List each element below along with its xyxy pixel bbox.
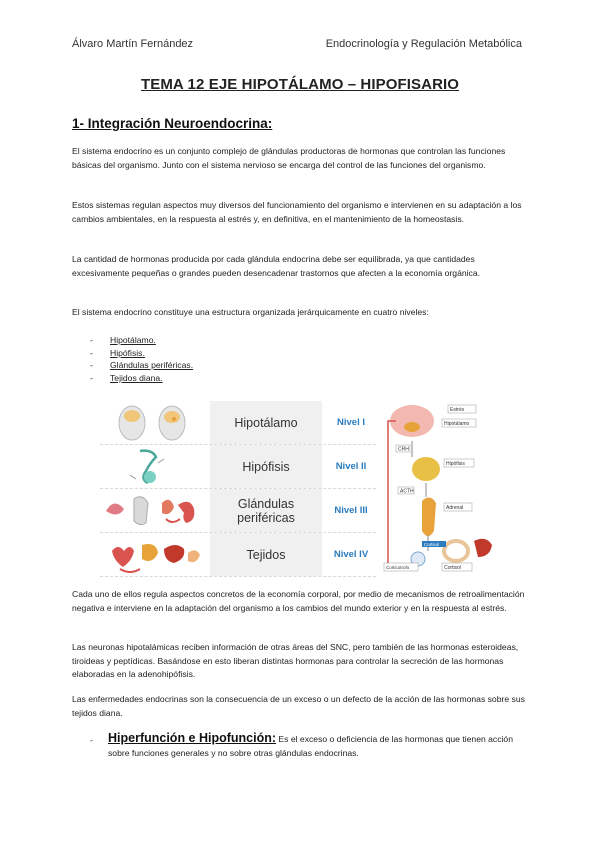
hyperfunction-text: Es el exceso o deficiencia de las hormonas que tienen acción sobre funciones generales y no sobre otras glándulas endocrinas.	[108, 734, 513, 758]
paragraph-6: Las neuronas hipotalámicas reciben información de otras áreas del SNC, pero también de las hormonas esteroideas, tiroideas y peptídicas. Basándose en esto liberan distintas hormonas para controlar la secreción de las hormonas elaboradas en la adenohipófisis.	[72, 642, 519, 680]
diagram-label: Hipotálamo	[444, 421, 470, 427]
glands-illustration	[100, 489, 204, 532]
level-row-hipofisis	[100, 445, 376, 489]
list-dash: -	[90, 735, 93, 745]
diagram-label: CRH	[398, 446, 409, 453]
level-row-tejidos	[100, 533, 376, 577]
list-item: - Tejidos diana.	[90, 372, 163, 383]
hpa-axis-diagram	[382, 401, 498, 577]
diagram-label: ACTH	[400, 488, 414, 495]
diagram-label: Cortisol	[424, 542, 440, 547]
endocrine-levels-figure	[100, 401, 498, 577]
levels-table	[100, 401, 376, 577]
level-row-hipotalamo	[100, 401, 376, 445]
diagram-label: Cortisol	[444, 565, 461, 571]
level-label: Hipófisis	[210, 445, 322, 488]
level-number: Nivel II	[335, 461, 367, 472]
diagram-label: Corticotrofo	[386, 565, 410, 570]
list-item: - Glándulas periféricas.	[90, 360, 194, 371]
level-number: Nivel IV	[333, 549, 369, 560]
paragraph-2: Estos sistemas regulan aspectos muy diversos del funcionamiento del organismo e intervienen en su adaptación a los cambios ambientales, en la respuesta al estrés y, en definitiva, en el mantenimiento de la homeostasis.	[72, 200, 522, 224]
paragraph-1: El sistema endocrino es un conjunto complejo de glándulas productoras de hormonas que controlan las funciones básicas del organismo. Junto con el sistema nervioso se encarga del control de las funciones del organismo.	[72, 146, 506, 170]
levels-list	[90, 334, 193, 384]
header-author: Álvaro Martín Fernández	[72, 38, 194, 50]
section-heading: 1- Integración Neuroendocrina:	[72, 116, 273, 131]
list-item: - Hipotálamo.	[90, 335, 156, 345]
header-subject: Endocrinología y Regulación Metabólica	[325, 38, 522, 50]
level-number: Nivel III	[334, 505, 368, 516]
level-number: Nivel I	[337, 417, 365, 428]
level-row-glandulas	[100, 489, 376, 533]
document-title: TEMA 12 EJE HIPOTÁLAMO – HIPOFISARIO	[140, 76, 460, 93]
level-label: Tejidos	[210, 533, 322, 576]
diagram-label: Estrés	[450, 407, 465, 413]
list-item: - Hipófisis.	[90, 347, 145, 358]
paragraph-3: La cantidad de hormonas producida por cada glándula endocrina debe ser equilibrada, ya que cantidades excesivamente pequeñas o grandes pueden desencadenar trastornos que afecten a la economía orgánica.	[72, 254, 481, 278]
paragraph-4: El sistema endocrino constituye una estructura organizada jerárquicamente en cuatro niveles:	[72, 307, 429, 317]
hyperfunction-heading: Hiperfunción e Hipofunción:	[108, 731, 277, 745]
diagram-label: Hipófisis	[446, 461, 465, 467]
paragraph-5: Cada uno de ellos regula aspectos concretos de la economía corporal, por medio de mecanismos de retroalimentación negativa e interviene en la adaptación del organismo a los cambios del mundo exterior y en la respuesta al estrés.	[72, 589, 525, 613]
pituitary-illustration	[100, 445, 204, 488]
level-label: Hipotálamo	[210, 401, 322, 444]
level-label: Glándulas periféricas	[210, 489, 322, 532]
paragraph-7: Las enfermedades endocrinas son la consecuencia de un exceso o un defecto de la acción de las hormonas sobre sus tejidos diana.	[72, 694, 525, 718]
tissues-illustration	[100, 533, 204, 576]
head-illustration	[100, 401, 204, 444]
diagram-label: Adrenal	[446, 505, 464, 511]
